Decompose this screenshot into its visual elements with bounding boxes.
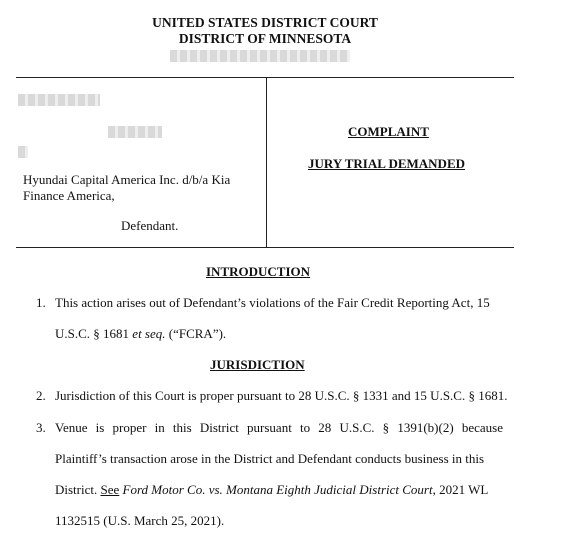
jury-demand: JURY TRIAL DEMANDED (308, 156, 466, 171)
paragraph-3-case-name: Ford Motor Co. vs. Montana Eighth Judicial District Court (119, 482, 433, 497)
paragraph-1-line2 (55, 326, 226, 342)
caption-bottom-rule (16, 247, 514, 248)
section-heading-introduction: INTRODUCTION (206, 264, 311, 279)
paragraph-2-line1: Jurisdiction of this Court is proper pursuant to 28 U.S.C. § 1331 and 15 U.S.C. § 1681. (55, 388, 508, 403)
paragraph-number: 1. (36, 295, 46, 310)
paragraph-3-reporter: , 2021 WL (432, 482, 489, 497)
section-heading-jurisdiction: JURISDICTION (210, 357, 305, 372)
paragraph-number: 2. (36, 388, 46, 403)
document-title: COMPLAINT (348, 124, 429, 139)
redacted-plaintiff-role (108, 126, 162, 138)
paragraph-1-line1: This action arises out of Defendant’s violations of the Fair Credit Reporting Act, 15 (55, 295, 490, 310)
court-name: UNITED STATES DISTRICT COURT (152, 15, 378, 30)
paragraph-1-citation: U.S.C. § 1681 (55, 326, 133, 341)
paragraph-3-line2: Plaintiff’s transaction arose in the District and Defendant conducts business in this (55, 451, 485, 466)
redacted-case-number (170, 50, 350, 62)
paragraph-1-et-seq: et seq. (132, 326, 166, 341)
paragraph-3-line3 (55, 482, 488, 498)
caption-top-rule (16, 77, 514, 78)
court-district: DISTRICT OF MINNESOTA (178, 31, 352, 46)
defendant-label: Defendant. (121, 218, 179, 233)
paragraph-3-line1: Venue is proper in this District pursuant to 28 U.S.C. § 1391(b)(2) because (55, 420, 503, 435)
redacted-plaintiff-name (18, 94, 100, 106)
paragraph-3-district: District. (55, 482, 101, 497)
paragraph-3-see: See (100, 482, 120, 497)
paragraph-3-line4: 1132515 (U.S. March 25, 2021). (55, 513, 225, 528)
defendant-name-line2: Finance America, (23, 188, 115, 203)
redacted-versus (18, 146, 28, 158)
paragraph-number: 3. (36, 420, 46, 435)
caption-divider (266, 78, 267, 248)
defendant-name-line1: Hyundai Capital America Inc. d/b/a Kia (23, 172, 231, 187)
paragraph-1-abbrev: (“FCRA”). (165, 326, 227, 341)
